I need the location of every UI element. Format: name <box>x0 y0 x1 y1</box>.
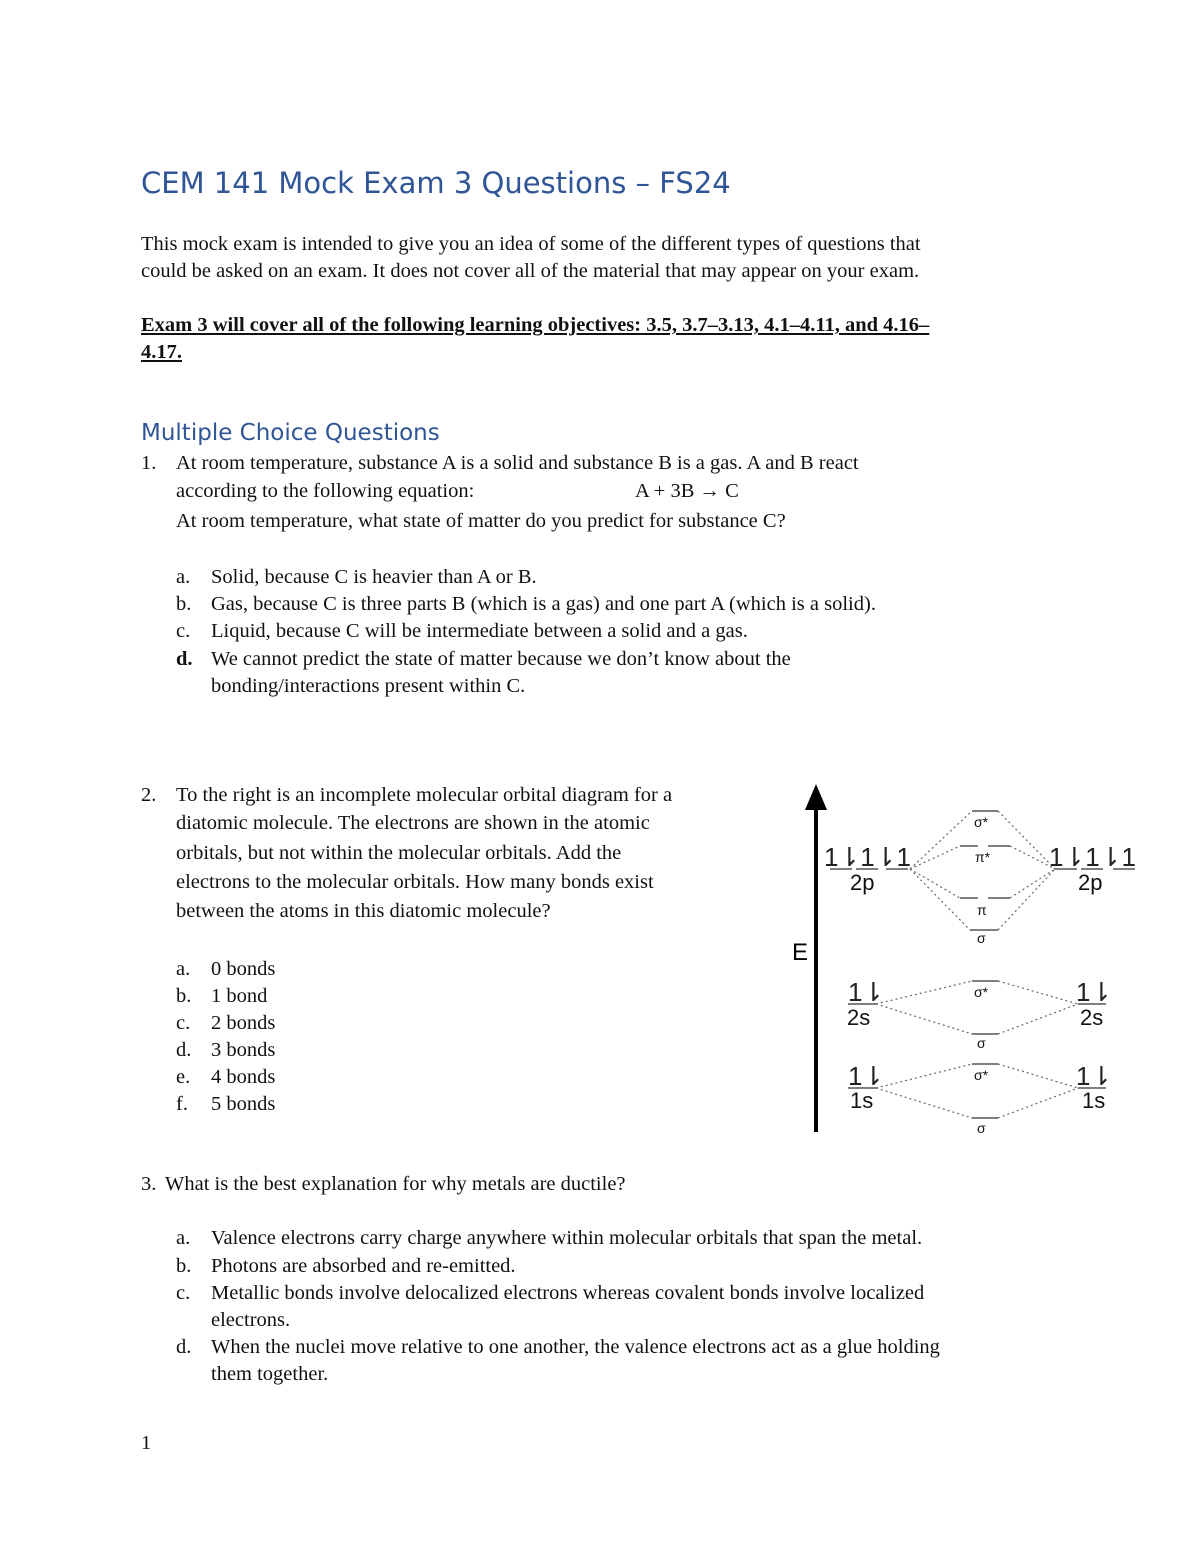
q3-option-letter: c. <box>176 1282 191 1304</box>
q2-text: orbitals, but not within the molecular orbitals. Add the <box>176 842 622 864</box>
electrons-1s-left: 1⇂ <box>848 1061 885 1091</box>
ao-label-1s: 1s <box>850 1088 874 1113</box>
q2-text: diatomic molecule. The electrons are shown in the atomic <box>176 812 650 834</box>
intro-line: This mock exam is intended to give you an idea of some of the different types of questions that <box>141 233 921 255</box>
q2-option: 5 bonds <box>211 1093 276 1115</box>
q1-option-b: Gas, because C is three parts B (which is a gas) and one part A (which is a solid). <box>211 593 876 615</box>
ao-label-2s: 2s <box>847 1005 871 1030</box>
q2-option: 0 bonds <box>211 958 276 980</box>
q2-number: 2. <box>141 784 157 806</box>
q3-option-c: electrons. <box>211 1309 291 1331</box>
electrons-2p-left: 1⇂1⇂1 <box>824 842 911 872</box>
ao-label-2p: 2p <box>1078 870 1103 895</box>
mo-label: σ <box>977 1120 986 1136</box>
section-heading: Multiple Choice Questions <box>141 420 440 446</box>
q1-option-letter: a. <box>176 566 191 588</box>
q3-option-a: Valence electrons carry charge anywhere within molecular orbitals that span the metal. <box>211 1227 923 1249</box>
mo-label: π* <box>975 849 991 865</box>
q3-option-b: Photons are absorbed and re-emitted. <box>211 1255 516 1277</box>
q2-option-letter: e. <box>176 1066 191 1088</box>
q3-option-letter: d. <box>176 1336 192 1358</box>
objectives-line: Exam 3 will cover all of the following learning objectives: 3.5, 3.7–3.13, 4.1–4.11, and 4.16– <box>141 314 930 336</box>
electrons-1s-right: 1⇂ <box>1076 1061 1113 1091</box>
q3-option-d: them together. <box>211 1363 329 1385</box>
ao-label-2s: 2s <box>1080 1005 1104 1030</box>
q1-equation: A + 3B → C <box>635 480 739 502</box>
intro-line: could be asked on an exam. It does not cover all of the material that may appear on your exam. <box>141 260 920 282</box>
q3-option-letter: b. <box>176 1255 192 1277</box>
q1-option-c: Liquid, because C will be intermediate between a solid and a gas. <box>211 620 748 642</box>
q2-option-letter: b. <box>176 985 192 1007</box>
energy-label: E <box>792 939 809 966</box>
q1-text: according to the following equation: <box>176 480 475 502</box>
q1-option-d: bonding/interactions present within C. <box>211 675 526 697</box>
electrons-2s-left: 1⇂ <box>848 977 885 1007</box>
q1-option-d: We cannot predict the state of matter because we don’t know about the <box>211 648 791 670</box>
q2-text: To the right is an incomplete molecular orbital diagram for a <box>176 784 673 806</box>
q2-option: 2 bonds <box>211 1012 276 1034</box>
q1-option-a: Solid, because C is heavier than A or B. <box>211 566 537 588</box>
electrons-2p-right: 1⇂1⇂1 <box>1049 842 1136 872</box>
q2-option-letter: c. <box>176 1012 191 1034</box>
q3-option-letter: a. <box>176 1227 191 1249</box>
mo-label: σ* <box>974 814 989 830</box>
objectives-line: 4.17. <box>141 341 182 363</box>
mo-label: σ <box>977 1035 986 1051</box>
q2-option: 4 bonds <box>211 1066 276 1088</box>
mo-label: σ* <box>974 1067 989 1083</box>
q3-option-d: When the nuclei move relative to one another, the valence electrons act as a glue holding <box>211 1336 940 1358</box>
q1-number: 1. <box>141 452 157 474</box>
arrow-up-icon <box>805 784 827 810</box>
q2-text: electrons to the molecular orbitals. How many bonds exist <box>176 871 654 893</box>
q2-option-letter: a. <box>176 958 191 980</box>
q1-text: At room temperature, what state of matter do you predict for substance C? <box>176 510 786 532</box>
page-number: 1 <box>141 1432 152 1454</box>
q1-option-letter: b. <box>176 593 192 615</box>
q3-option-c: Metallic bonds involve delocalized electrons whereas covalent bonds involve localized <box>211 1282 925 1304</box>
q1-text: At room temperature, substance A is a solid and substance B is a gas. A and B react <box>176 452 859 474</box>
q3-number: 3. <box>141 1173 157 1195</box>
mo-label: π <box>977 902 987 918</box>
page-title: CEM 141 Mock Exam 3 Questions – FS24 <box>141 166 731 200</box>
q2-option-letter: d. <box>176 1039 192 1061</box>
ao-label-1s: 1s <box>1082 1088 1106 1113</box>
q1-option-letter: c. <box>176 620 191 642</box>
q3-text: What is the best explanation for why metals are ductile? <box>165 1173 626 1195</box>
mo-label: σ <box>977 930 986 946</box>
q2-text: between the atoms in this diatomic molecule? <box>176 900 551 922</box>
q2-option: 3 bonds <box>211 1039 276 1061</box>
mo-label: σ* <box>974 984 989 1000</box>
q2-option: 1 bond <box>211 985 268 1007</box>
ao-label-2p: 2p <box>850 870 875 895</box>
electrons-2s-right: 1⇂ <box>1076 977 1113 1007</box>
q2-option-letter: f. <box>176 1093 188 1115</box>
q1-option-letter: d. <box>176 648 193 670</box>
